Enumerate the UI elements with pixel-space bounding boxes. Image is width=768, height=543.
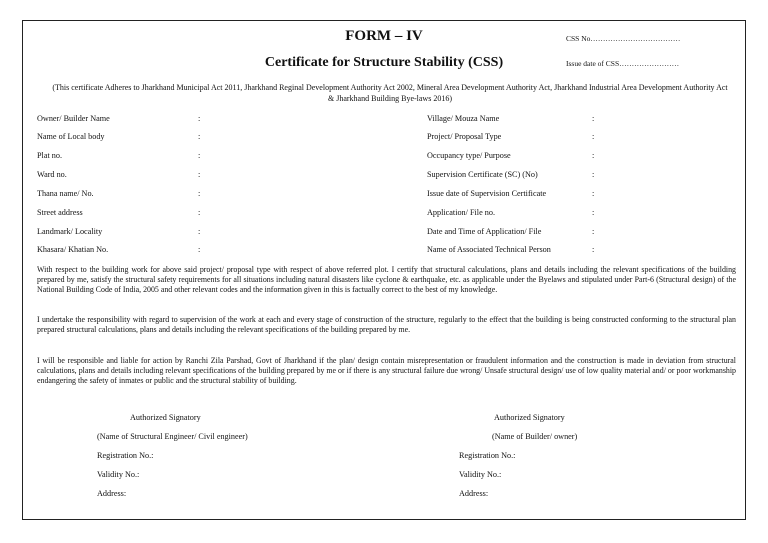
right-signatory-title: Authorized Signatory [494,413,565,422]
left-registration-no: Registration No.: [97,451,154,460]
right-validity-no: Validity No.: [459,470,502,479]
field-colon: : [592,170,595,179]
right-registration-no: Registration No.: [459,451,516,460]
field-supervision-issue-date: Issue date of Supervision Certificate [427,189,547,198]
field-colon: : [198,151,201,160]
supervision-paragraph: I undertake the responsibility with regard to supervision of the work at each and every stage of construction of the structure, regularly to the effect that the building is being constructed conforming to the structural plan prepared structural calculations, plans and details including the relevant specifications of the building prepared by me. [37,315,736,334]
field-street-address: Street address [37,208,83,217]
adheres-note: (This certificate Adheres to Jharkhand Municipal Act 2011, Jharkhand Reginal Development Authority Act 2002, Mineral Area Development Authority Act, Jharkhand Industrial Area Development Authority Act & Jharkhand Building Bye-laws 2016) [52,83,728,103]
field-khasara-khatian: Khasara/ Khatian No. [37,245,109,254]
css-number-field: CSS No……………………………… [566,34,681,43]
field-colon: : [198,132,201,141]
field-supervision-certificate: Supervision Certificate (SC) (No) [427,170,538,179]
right-signatory-name: (Name of Builder/ owner) [492,432,578,441]
field-application-datetime: Date and Time of Application/ File [427,227,542,236]
field-colon: : [198,208,201,217]
field-colon: : [592,208,595,217]
field-colon: : [592,227,595,236]
field-village-mouza: Village/ Mouza Name [427,114,500,123]
css-issue-date-field: Issue date of CSS…………………… [566,59,680,68]
field-colon: : [592,151,595,160]
left-signatory-title: Authorized Signatory [130,413,201,422]
field-colon: : [198,170,201,179]
certification-paragraph: With respect to the building work for above said project/ proposal type with respect of above referred plot. I certify that structural calculations, plans and details including the relevant specifications of the building prepared by me, satisfy the structural safety requirements for all situations including natural disasters like cyclone & earthquake, etc. as applicable under the Byelaws and stipulated under Part-6 (Structural design) of the National Building Code of India, 2005 and other relevant codes and the information given in this is factually correct to the best of my knowledge. [37,265,736,294]
left-address: Address: [97,489,127,498]
field-plat-no: Plat no. [37,151,63,160]
field-colon: : [592,114,595,123]
field-ward-no: Ward no. [37,170,67,179]
field-landmark-locality: Landmark/ Locality [37,227,103,236]
right-address: Address: [459,489,489,498]
field-thana-name: Thana name/ No. [37,189,94,198]
field-project-type: Project/ Proposal Type [427,132,502,141]
field-colon: : [198,114,201,123]
left-validity-no: Validity No.: [97,470,140,479]
field-colon: : [592,132,595,141]
field-colon: : [592,189,595,198]
form-title: FORM – IV [345,28,423,44]
field-colon: : [198,227,201,236]
certificate-title: Certificate for Structure Stability (CSS) [264,55,504,70]
field-application-file-no: Application/ File no. [427,208,495,217]
field-local-body: Name of Local body [37,132,105,141]
field-owner-builder-name: Owner/ Builder Name [37,114,110,123]
field-occupancy-type: Occupancy type/ Purpose [427,151,511,160]
field-colon: : [198,189,201,198]
field-colon: : [592,245,595,254]
liability-paragraph: I will be responsible and liable for action by Ranchi Zila Parshad, Govt of Jharkhand if the plan/ design contain misrepresentation or fraudulent information and the construction is made in deviation from structural calculations, plans and details including relevant specifications of the building prepared by me or if there is any structural failure due wrong/ Unsafe structural design/ use of low quality material and/ or poor workmanship endangering the safety of inmates or public and the structural stability of building. [37,356,736,385]
field-colon: : [198,245,201,254]
left-signatory-name: (Name of Structural Engineer/ Civil engineer) [97,432,248,441]
field-technical-person: Name of Associated Technical Person [427,245,551,254]
